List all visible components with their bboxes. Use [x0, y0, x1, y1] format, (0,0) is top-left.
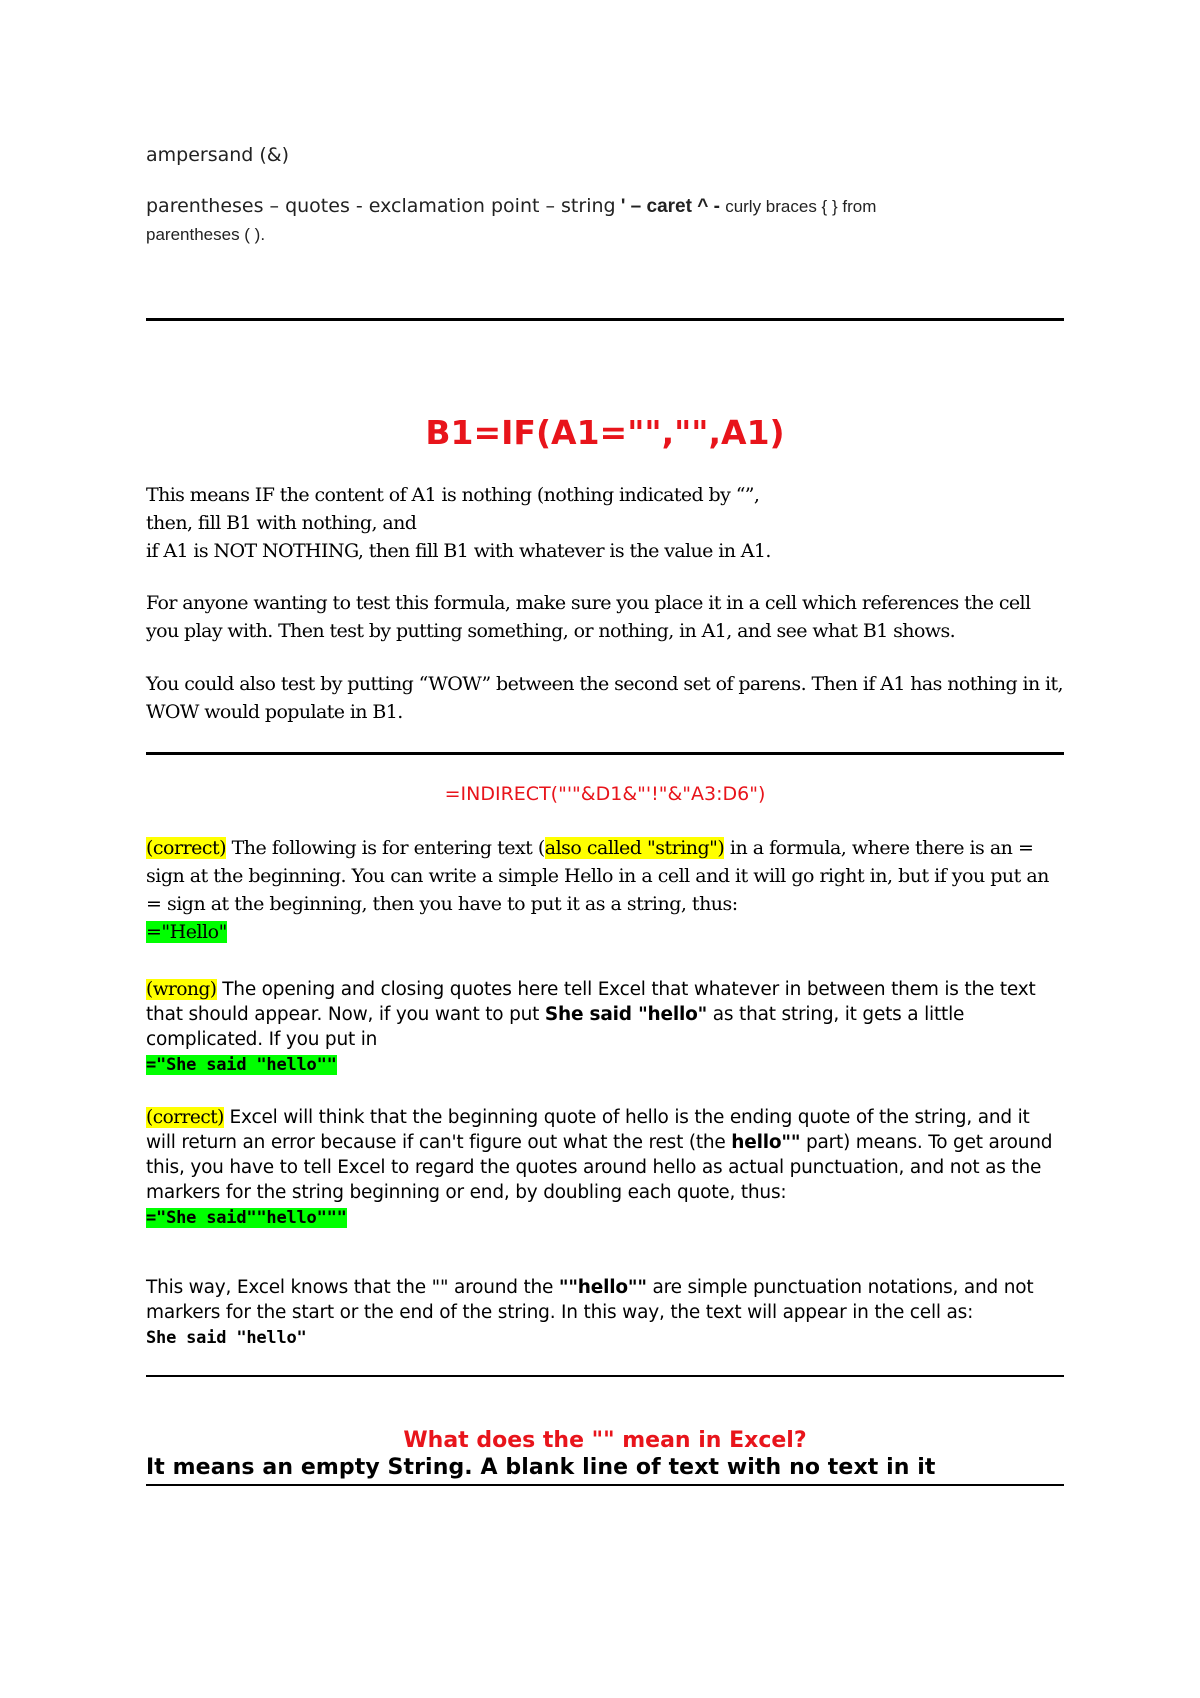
code-hello: ="Hello": [146, 921, 227, 943]
intro-symbol-list: parentheses – quotes - exclamation point – string ' – caret ^ - curly braces { } from parentheses ( ).: [146, 195, 877, 244]
punctuation-paragraph: This way, Excel knows that the "" around the ""hello"" are simple punctuation notations, and not markers for the start or the end of the string. In this way, the text will appear in the cell as: She said "hello": [146, 1277, 1034, 1348]
question-answer: It means an empty String. A blank line of text with no text in it: [146, 1455, 936, 1480]
formula-indirect-heading: =INDIRECT("'"&D1&"'!"&"A3:D6"): [444, 783, 766, 805]
correct-tag-2: (correct): [146, 1107, 224, 1128]
formula-if-heading: B1=IF(A1="","",A1): [425, 413, 785, 452]
code-result: She said "hello": [146, 1328, 307, 1348]
wrong-tag: (wrong): [146, 979, 217, 1000]
divider-2: [146, 752, 1064, 755]
question-title: What does the "" mean in Excel?: [403, 1428, 807, 1453]
divider-4: [146, 1484, 1064, 1486]
intro-line-ampersand: ampersand (&): [146, 144, 290, 166]
code-wrong-string: ="She said "hello"": [146, 1055, 337, 1075]
divider-3: [146, 1375, 1064, 1377]
correct-example-paragraph: (correct) Excel will think that the beginning quote of hello is the ending quote of the string, and it will return an error because if can't figure out what the rest (the hello"" part) means. To get around this, you have to tell Excel to regard the quotes around hello as actual punctuation, and not as the markers for the string beginning or end, by doubling each quote, thus: ="She said""hello""": [146, 1107, 1053, 1228]
formula-if-wow-paragraph: You could also test by putting “WOW” between the second set of parens. Then if A1 has nothing in it, WOW would populate in B1.: [146, 673, 1063, 723]
formula-if-test-paragraph: For anyone wanting to test this formula, make sure you place it in a cell which references the cell you play with. Then test by putting something, or nothing, in A1, and see what B1 shows.: [146, 592, 1031, 642]
highlight-also-called-string: also called "string"): [544, 837, 725, 859]
code-correct-string: ="She said""hello""": [146, 1208, 347, 1228]
divider-1: [146, 318, 1064, 321]
correct-tag: (correct): [146, 837, 227, 859]
wrong-example-paragraph: (wrong) The opening and closing quotes here tell Excel that whatever in between them is the text that should appear. Now, if you want to put She said "hello" as that string, it gets a little complicated. If you put in ="She said "hello"": [146, 979, 1036, 1075]
formula-if-explanation: This means IF the content of A1 is nothing (nothing indicated by “”, then, fill B1 with nothing, and if A1 is NOT NOTHING, then fill B1 with whatever is the value in A1.: [146, 484, 771, 562]
string-explanation-paragraph: (correct) The following is for entering text (also called "string") in a formula, where there is an = sign at the beginning. You can write a simple Hello in a cell and it will go right in, but if you put an = sign at the beginning, then you have to put it as a string, thus: ="Hello": [146, 837, 1049, 943]
